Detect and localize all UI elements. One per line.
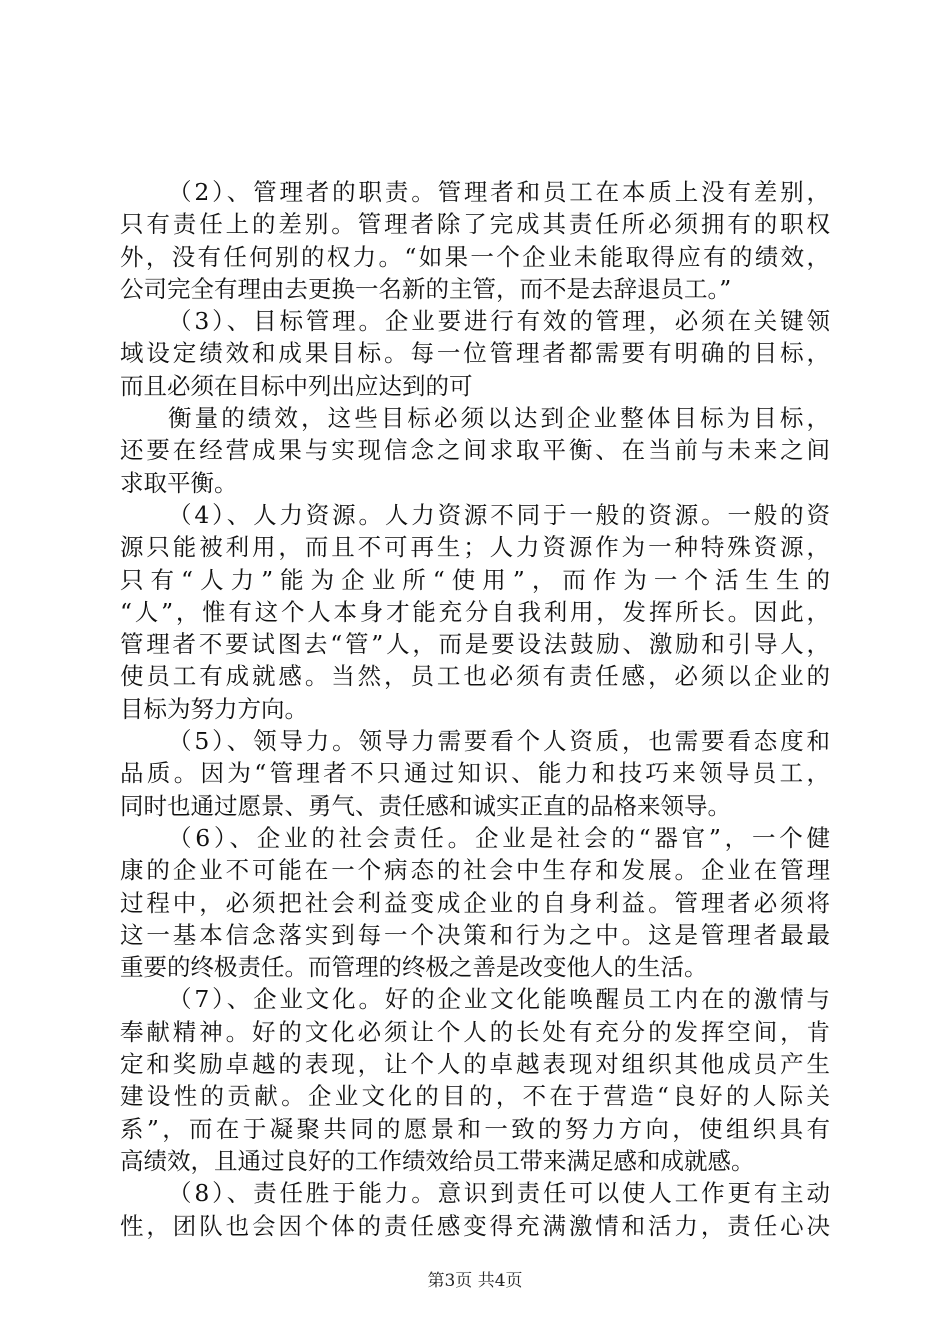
text-line: 目标为努力方向。: [120, 694, 308, 723]
text-line: 只有责任上的差别。管理者除了完成其责任所必须拥有的职权: [120, 210, 830, 239]
text-line: 同时也通过愿景、勇气、责任感和诚实正直的品格来领导。: [120, 791, 731, 820]
text-line: 使员工有成就感。当然，员工也必须有责任感，必须以企业的: [120, 662, 830, 691]
text-line: 建设性的贡献。企业文化的目的，不在于营造“良好的人际关: [120, 1082, 830, 1111]
text-line: 求取平衡。: [120, 468, 238, 497]
text-line: 重要的终极责任。而管理的终极之善是改变他人的生活。: [120, 953, 708, 982]
text-line: 高绩效，且通过良好的工作绩效给员工带来满足感和成就感。: [120, 1146, 755, 1175]
text-line: （2）、管理者的职责。管理者和员工在本质上没有差别，: [168, 178, 830, 206]
text-line: 过程中，必须把社会利益变成企业的自身利益。管理者必须将: [120, 888, 830, 917]
text-line: 性，团队也会因个体的责任感变得充满激情和活力，责任心决: [120, 1211, 830, 1240]
text-line: （6）、企业的社会责任。企业是社会的“器官”，一个健: [168, 823, 830, 852]
text-line: 只有“人力”能为企业所“使用”，而作为一个活生生的: [120, 565, 830, 594]
text-line: 公司完全有理由去更换一名新的主管，而不是去辞退员工。”: [120, 274, 732, 303]
text-line: “人”，惟有这个人本身才能充分自我利用，发挥所长。因此，: [120, 597, 830, 626]
document-body: [120, 176, 830, 1242]
text-line: 域设定绩效和成果目标。每一位管理者都需要有明确的目标，: [120, 339, 830, 368]
text-line: 还要在经营成果与实现信念之间求取平衡、在当前与未来之间: [120, 436, 830, 465]
text-line: 管理者不要试图去“管”人，而是要设法鼓励、激励和引导人，: [120, 630, 830, 659]
text-line: 品质。因为“管理者不只通过知识、能力和技巧来领导员工，: [120, 759, 830, 788]
text-line: 衡量的绩效，这些目标必须以达到企业整体目标为目标，: [168, 404, 830, 433]
text-line: （7）、企业文化。好的企业文化能唤醒员工内在的激情与: [168, 985, 830, 1014]
text-line: 定和奖励卓越的表现，让个人的卓越表现对组织其他成员产生: [120, 1050, 830, 1079]
text-line: （5）、领导力。领导力需要看个人资质，也需要看态度和: [168, 727, 830, 756]
text-line: 奉献精神。好的文化必须让个人的长处有充分的发挥空间，肯: [120, 1017, 830, 1046]
text-line: 而且必须在目标中列出应达到的可: [120, 371, 473, 400]
text-line: 这一基本信念落实到每一个决策和行为之中。这是管理者最最: [120, 920, 830, 949]
text-line: （8）、责任胜于能力。意识到责任可以使人工作更有主动: [168, 1179, 830, 1208]
text-line: 康的企业不可能在一个病态的社会中生存和发展。企业在管理: [120, 856, 830, 885]
text-line: 外，没有任何别的权力。“如果一个企业未能取得应有的绩效，: [120, 242, 830, 271]
page-footer: 第3页 共4页: [427, 1271, 523, 1291]
text-line: （3）、目标管理。企业要进行有效的管理，必须在关键领: [168, 307, 830, 336]
text-line: 系”，而在于凝聚共同的愿景和一致的努力方向，使组织具有: [120, 1114, 830, 1143]
text-line: （4）、人力资源。人力资源不同于一般的资源。一般的资: [168, 500, 830, 529]
text-line: 源只能被利用，而且不可再生；人力资源作为一种特殊资源，: [120, 533, 830, 562]
